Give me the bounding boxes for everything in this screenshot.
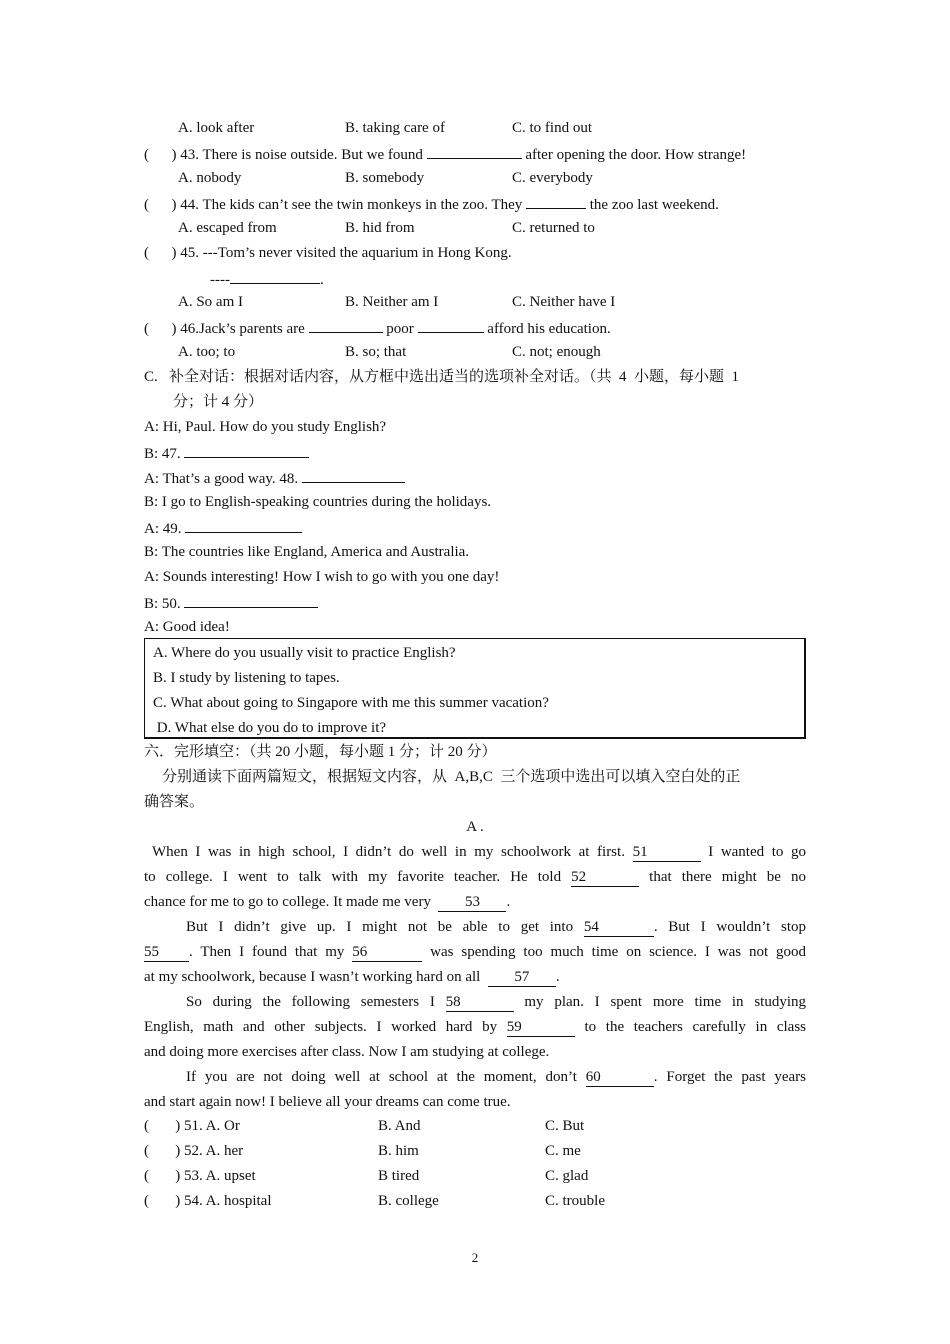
passage-text: But I didn’t give up. I might not be able to get into <box>186 919 574 935</box>
question-45 <box>144 243 512 263</box>
answer-paren[interactable]: ( <box>144 147 149 163</box>
answer-paren[interactable]: ( <box>144 245 149 261</box>
cloze-54-option-b: B. college <box>378 1193 439 1209</box>
question-46 <box>144 317 611 339</box>
q44-option-c: C. returned to <box>512 220 595 236</box>
passage-text: When I was in high school, I didn’t do well in my schoolwork at first. <box>152 844 625 860</box>
section-c-title-cont: 分；计 4 分） <box>173 394 264 410</box>
passage-text: . But I wouldn’t stop <box>653 919 807 935</box>
question-text: ) 43. There is noise outside. But we found <box>171 147 423 163</box>
box-option-b: B. I study by listening to tapes. <box>153 670 340 686</box>
box-option-c: C. What about going to Singapore with me this summer vacation? <box>153 695 549 711</box>
passage-text: English, math and other subjects. I worked hard by <box>144 1019 498 1035</box>
cloze-51-option-b: B. And <box>378 1118 421 1134</box>
options-box <box>144 638 806 739</box>
question-text-mid: poor <box>386 321 414 337</box>
answer-paren[interactable]: ( <box>144 1168 149 1184</box>
question-text: ) 46.Jack’s parents are <box>171 321 305 337</box>
cloze-52-option-c: C. me <box>545 1143 581 1159</box>
passage-text: I wanted to go <box>708 844 807 860</box>
passage-line <box>144 867 806 887</box>
passage-heading: A . <box>466 819 484 835</box>
passage-text: that there might be no <box>649 869 806 885</box>
blank-59: 59 <box>507 1019 575 1037</box>
passage-text: . Forget the past years <box>653 1069 807 1085</box>
reply-suffix: . <box>319 272 324 288</box>
dialogue-line <box>144 592 318 614</box>
passage-line <box>144 1017 806 1037</box>
q46-option-b: B. so; that <box>345 344 407 360</box>
page-number: 2 <box>471 1250 479 1265</box>
answer-blank-48 <box>302 467 405 483</box>
q43-option-a: A. nobody <box>178 170 242 186</box>
answer-paren[interactable]: ( <box>144 1118 149 1134</box>
reply-prefix: ---- <box>210 272 230 288</box>
passage-line <box>186 992 806 1012</box>
passage-text: So during the following semesters I <box>186 994 435 1010</box>
cloze-54-option-c: C. trouble <box>545 1193 605 1209</box>
question-option-a: ) 51. A. Or <box>175 1118 240 1134</box>
blank-60: 60 <box>586 1069 654 1087</box>
answer-blank-47 <box>184 442 309 458</box>
q44-option-a: A. escaped from <box>178 220 277 236</box>
q45-option-b: B. Neither am I <box>345 294 439 310</box>
question-option-a: ) 52. A. her <box>175 1143 244 1159</box>
answer-blank <box>309 317 383 333</box>
passage-text: If you are not doing well at school at the moment, don’t <box>186 1069 577 1085</box>
dialogue-line: B: The countries like England, America and Australia. <box>144 544 470 560</box>
question-43 <box>144 143 746 165</box>
question-text: ) 45. ---Tom’s never visited the aquarium in Hong Kong. <box>171 245 512 261</box>
passage-line: and start again now! I believe all your dreams can come true. <box>144 1094 511 1110</box>
passage-text: my plan. I spent more time in studying <box>524 994 807 1010</box>
passage-text: to the teachers carefully in class <box>584 1019 807 1035</box>
passage-text: at my schoolwork, because I wasn’t working hard on all <box>144 969 481 985</box>
question-option-a: ) 53. A. upset <box>175 1168 256 1184</box>
answer-paren[interactable]: ( <box>144 1143 149 1159</box>
section-6-instructions: 分别通读下面两篇短文，根据短文内容，从 A,B,C 三个选项中选出可以填入空白处的正 <box>162 769 741 785</box>
passage-line <box>144 942 806 962</box>
question-text-end: afford his education. <box>487 321 611 337</box>
cloze-53-option-b: B tired <box>378 1168 420 1184</box>
q43-option-c: C. everybody <box>512 170 593 186</box>
question-text-end: after opening the door. How strange! <box>525 147 747 163</box>
passage-text: . <box>506 894 511 910</box>
answer-paren[interactable]: ( <box>144 197 149 213</box>
answer-blank-50 <box>184 592 318 608</box>
answer-blank <box>230 268 320 284</box>
section-6-title: 六．完形填空：（共 20 小题，每小题 1 分；计 20 分） <box>144 744 497 760</box>
answer-blank-49 <box>185 517 302 533</box>
blank-55: 55 <box>144 944 189 962</box>
question-44 <box>144 193 719 215</box>
q42-option-a: A. look after <box>178 120 255 136</box>
question-text-end: the zoo last weekend. <box>589 197 719 213</box>
dialogue-line: B: I go to English-speaking countries during the holidays. <box>144 494 492 510</box>
cloze-question-54 <box>144 1191 272 1211</box>
passage-line <box>144 967 560 987</box>
q44-option-b: B. hid from <box>345 220 415 236</box>
dialogue-line: A: Good idea! <box>144 619 230 635</box>
dialogue-line <box>144 517 302 539</box>
passage-text: . <box>555 969 560 985</box>
blank-53: 53 <box>438 894 506 912</box>
cloze-53-option-c: C. glad <box>545 1168 589 1184</box>
dialogue-text: A: That’s a good way. 48. <box>144 471 299 487</box>
answer-paren[interactable]: ( <box>144 1193 149 1209</box>
passage-line <box>144 892 510 912</box>
blank-51: 51 <box>633 844 701 862</box>
section-c-title: C. 补全对话：根据对话内容，从方框中选出适当的选项补全对话。（共 4 小题，每小题 1 <box>144 369 740 385</box>
cloze-question-53 <box>144 1166 256 1186</box>
q42-option-b: B. taking care of <box>345 120 445 136</box>
q42-option-c: C. to find out <box>512 120 593 136</box>
dialogue-line <box>144 467 405 489</box>
passage-text: chance for me to go to college. It made me very <box>144 894 431 910</box>
dialogue-line: A: Sounds interesting! How I wish to go with you one day! <box>144 569 500 585</box>
question-option-a: ) 54. A. hospital <box>175 1193 272 1209</box>
blank-56: 56 <box>352 944 422 962</box>
passage-line <box>186 1067 806 1087</box>
passage-line <box>152 842 806 862</box>
q46-option-a: A. too; to <box>178 344 236 360</box>
blank-58: 58 <box>446 994 514 1012</box>
q46-option-c: C. not; enough <box>512 344 601 360</box>
passage-text: . Then I found that my <box>189 944 345 960</box>
dialogue-text: B: 47. <box>144 446 181 462</box>
box-option-d: D. What else do you do to improve it? <box>153 720 387 736</box>
q43-option-b: B. somebody <box>345 170 425 186</box>
answer-blank <box>526 193 586 209</box>
passage-line: and doing more exercises after class. Now I am studying at college. <box>144 1044 550 1060</box>
cloze-51-option-c: C. But <box>545 1118 585 1134</box>
cloze-question-52 <box>144 1141 243 1161</box>
cloze-52-option-b: B. him <box>378 1143 419 1159</box>
q45-option-c: C. Neither have I <box>512 294 616 310</box>
section-6-instructions-cont: 确答案。 <box>144 794 205 810</box>
answer-paren[interactable]: ( <box>144 321 149 337</box>
answer-blank <box>418 317 484 333</box>
dialogue-line: A: Hi, Paul. How do you study English? <box>144 419 387 435</box>
dialogue-text: B: 50. <box>144 596 181 612</box>
blank-57: 57 <box>488 969 556 987</box>
q45-reply <box>210 268 324 290</box>
passage-text: was spending too much time on science. I was not good <box>430 944 807 960</box>
blank-54: 54 <box>584 919 654 937</box>
q45-option-a: A. So am I <box>178 294 243 310</box>
answer-blank <box>427 143 522 159</box>
cloze-question-51 <box>144 1116 240 1136</box>
box-option-a: A. Where do you usually visit to practice English? <box>153 645 456 661</box>
passage-text: to college. I went to talk with my favorite teacher. He told <box>144 869 562 885</box>
blank-52: 52 <box>571 869 639 887</box>
question-text: ) 44. The kids can’t see the twin monkeys in the zoo. They <box>171 197 523 213</box>
dialogue-text: A: 49. <box>144 521 182 537</box>
passage-line <box>186 917 806 937</box>
dialogue-line <box>144 442 309 464</box>
